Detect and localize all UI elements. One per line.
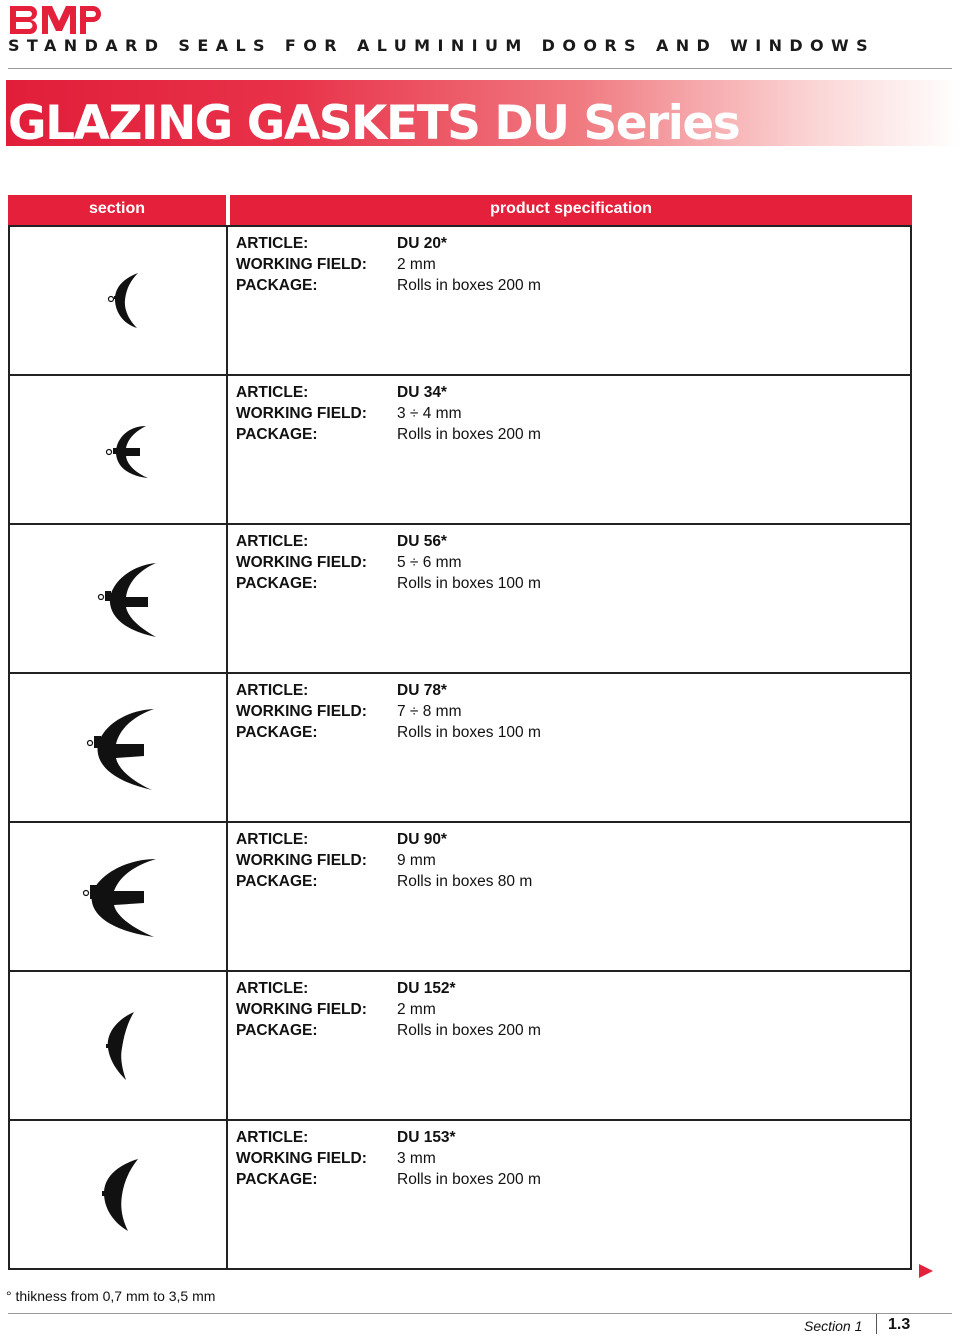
label-article: ARTICLE: (236, 235, 309, 252)
section-cell (10, 674, 228, 821)
label-package: PACKAGE: (236, 426, 318, 443)
article-value: DU 56* (397, 533, 447, 550)
gasket-profile-icon (10, 674, 226, 821)
tagline: STANDARD SEALS FOR ALUMINIUM DOORS AND WINDOWS (8, 36, 876, 55)
package-value: Rolls in boxes 100 m (397, 724, 541, 741)
package-value: Rolls in boxes 100 m (397, 575, 541, 592)
working-field-value: 9 mm (397, 852, 436, 869)
footer-section-label: Section 1 (804, 1318, 863, 1334)
gasket-profile-icon (10, 823, 226, 970)
package-value: Rolls in boxes 200 m (397, 1171, 541, 1188)
bmp-logo-icon (8, 2, 103, 36)
gasket-profile-icon (10, 972, 226, 1119)
spec-block (236, 382, 541, 445)
table-body (8, 225, 912, 1270)
working-field-value: 2 mm (397, 1001, 436, 1018)
gasket-profile-icon (10, 525, 226, 672)
column-header-spec: product specification (230, 195, 912, 225)
table-row (8, 972, 912, 1121)
article-value: DU 153* (397, 1129, 456, 1146)
label-package: PACKAGE: (236, 873, 318, 890)
package-value: Rolls in boxes 200 m (397, 426, 541, 443)
gasket-profile-icon (10, 376, 226, 523)
label-working-field: WORKING FIELD: (236, 256, 367, 273)
gasket-profile-icon (10, 1121, 226, 1268)
footnote: ° thikness from 0,7 mm to 3,5 mm (6, 1288, 216, 1304)
column-header-section: section (8, 195, 226, 225)
article-value: DU 34* (397, 384, 447, 401)
working-field-value: 5 ÷ 6 mm (397, 554, 462, 571)
package-value: Rolls in boxes 80 m (397, 873, 533, 890)
label-working-field: WORKING FIELD: (236, 703, 367, 720)
footer-separator (876, 1314, 877, 1334)
label-article: ARTICLE: (236, 384, 309, 401)
table-row (8, 823, 912, 972)
spec-block (236, 233, 541, 296)
label-working-field: WORKING FIELD: (236, 852, 367, 869)
spec-block (236, 1127, 541, 1190)
label-working-field: WORKING FIELD: (236, 405, 367, 422)
page-number: 1.3 (888, 1316, 911, 1333)
spec-block (236, 829, 532, 892)
working-field-value: 3 mm (397, 1150, 436, 1167)
section-cell (10, 972, 228, 1119)
footer-divider (8, 1313, 952, 1314)
section-cell (10, 376, 228, 523)
table-row (8, 1121, 912, 1270)
label-article: ARTICLE: (236, 682, 309, 699)
spec-block (236, 680, 541, 743)
label-working-field: WORKING FIELD: (236, 1001, 367, 1018)
label-article: ARTICLE: (236, 533, 309, 550)
working-field-value: 7 ÷ 8 mm (397, 703, 462, 720)
product-table (8, 195, 912, 1270)
label-package: PACKAGE: (236, 1171, 318, 1188)
section-cell (10, 823, 228, 970)
section-cell (10, 1121, 228, 1268)
table-row (8, 525, 912, 674)
label-package: PACKAGE: (236, 724, 318, 741)
spec-block (236, 978, 541, 1041)
package-value: Rolls in boxes 200 m (397, 1022, 541, 1039)
gasket-profile-icon (10, 227, 226, 376)
table-row (8, 376, 912, 525)
table-row (8, 674, 912, 823)
next-page-arrow-icon[interactable] (918, 1263, 934, 1279)
article-value: DU 152* (397, 980, 456, 997)
article-value: DU 20* (397, 235, 447, 252)
page-title: GLAZING GASKETS DU Series (8, 96, 740, 151)
label-working-field: WORKING FIELD: (236, 554, 367, 571)
header-divider (8, 68, 952, 69)
table-row (8, 225, 912, 376)
label-package: PACKAGE: (236, 575, 318, 592)
label-working-field: WORKING FIELD: (236, 1150, 367, 1167)
article-value: DU 90* (397, 831, 447, 848)
spec-block (236, 531, 541, 594)
label-article: ARTICLE: (236, 980, 309, 997)
label-package: PACKAGE: (236, 1022, 318, 1039)
working-field-value: 2 mm (397, 256, 436, 273)
label-article: ARTICLE: (236, 1129, 309, 1146)
section-cell (10, 525, 228, 672)
label-article: ARTICLE: (236, 831, 309, 848)
working-field-value: 3 ÷ 4 mm (397, 405, 462, 422)
label-package: PACKAGE: (236, 277, 318, 294)
section-cell (10, 227, 228, 374)
article-value: DU 78* (397, 682, 447, 699)
table-header (8, 195, 912, 225)
package-value: Rolls in boxes 200 m (397, 277, 541, 294)
